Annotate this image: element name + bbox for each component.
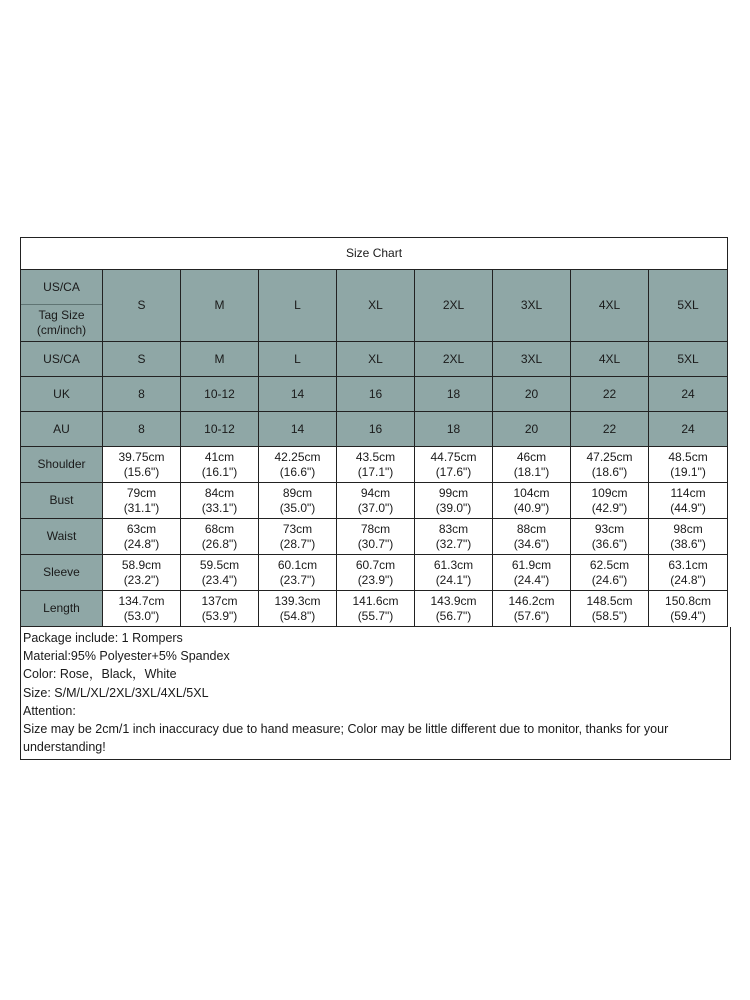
size-cell: 5XL [649, 270, 728, 342]
measurement-cell [415, 519, 493, 555]
conversion-cell: 4XL [571, 342, 649, 377]
conversion-cell: 2XL [415, 342, 493, 377]
measurement-cm: 139.3cm [274, 593, 321, 608]
conversion-cell: S [103, 342, 181, 377]
measurement-cm: 99cm [438, 485, 469, 500]
measurement-inch: (18.1") [513, 464, 550, 479]
measurement-inch: (17.1") [357, 464, 394, 479]
measurement-cm: 94cm [360, 485, 391, 500]
measurement-cell [103, 519, 181, 555]
measurement-cell [649, 591, 728, 627]
measurement-inch: (23.7") [279, 572, 316, 587]
chart-title: Size Chart [21, 238, 728, 270]
measurement-cm: 143.9cm [430, 593, 477, 608]
measurement-inch: (40.9") [513, 500, 550, 515]
measurement-inch: (15.6") [123, 464, 160, 479]
conversion-cell: XL [337, 342, 415, 377]
measurement-cell [493, 555, 571, 591]
measurement-inch: (32.7") [435, 536, 472, 551]
measurement-inch: (18.6") [591, 464, 628, 479]
conversion-cell: 18 [415, 412, 493, 447]
measurement-inch: (39.0") [435, 500, 472, 515]
measurement-row [21, 483, 728, 519]
measurement-cm: 39.75cm [118, 449, 165, 464]
measurement-inch: (16.6") [279, 464, 316, 479]
measurement-cm: 43.5cm [355, 449, 396, 464]
measurement-inch: (33.1") [201, 500, 238, 515]
measurement-cm: 109cm [591, 485, 628, 500]
measurement-inch: (54.8") [279, 608, 316, 623]
row-label: US/CA [21, 342, 103, 377]
row-label: AU [21, 412, 103, 447]
measurement-cm: 141.6cm [352, 593, 399, 608]
measurement-cell [181, 555, 259, 591]
conversion-cell: 5XL [649, 342, 728, 377]
measurement-cm: 47.25cm [586, 449, 633, 464]
measurement-cm: 93cm [594, 521, 625, 536]
measurement-inch: (55.7") [357, 608, 394, 623]
measurement-cell [259, 555, 337, 591]
measurement-cell [571, 591, 649, 627]
size-conversion-row [21, 342, 728, 377]
notes-block [20, 627, 731, 760]
row-label: Sleeve [21, 555, 103, 591]
conversion-cell: 24 [649, 412, 728, 447]
measurement-cm: 61.9cm [511, 557, 552, 572]
measurement-cm: 83cm [438, 521, 469, 536]
measurement-cell [571, 483, 649, 519]
conversion-cell: 22 [571, 412, 649, 447]
measurement-cm: 88cm [516, 521, 547, 536]
measurement-cm: 148.5cm [586, 593, 633, 608]
measurement-cell [103, 591, 181, 627]
measurement-cm: 134.7cm [118, 593, 165, 608]
measurement-cell [181, 483, 259, 519]
measurement-row [21, 447, 728, 483]
conversion-cell: 8 [103, 412, 181, 447]
measurement-cell [415, 591, 493, 627]
conversion-cell: 3XL [493, 342, 571, 377]
measurement-cell [337, 555, 415, 591]
measurement-cell [493, 591, 571, 627]
measurement-cell [493, 447, 571, 483]
measurement-cell [181, 519, 259, 555]
measurement-inch: (36.6") [591, 536, 628, 551]
note-material: Material:95% Polyester+5% Spandex [23, 649, 230, 664]
measurement-cell [493, 483, 571, 519]
measurement-inch: (24.4") [513, 572, 550, 587]
measurement-cell [103, 483, 181, 519]
size-cell: M [181, 270, 259, 342]
measurement-inch: (16.1") [201, 464, 238, 479]
measurement-cm: 63cm [126, 521, 157, 536]
size-chart-table [20, 237, 728, 627]
measurement-cell [337, 519, 415, 555]
measurement-cell [103, 447, 181, 483]
measurement-cell [103, 555, 181, 591]
measurement-inch: (34.6") [513, 536, 550, 551]
measurement-inch: (24.8") [123, 536, 160, 551]
measurement-cell [181, 447, 259, 483]
measurement-cell [649, 519, 728, 555]
measurement-inch: (24.1") [435, 572, 472, 587]
measurement-cm: 137cm [201, 593, 238, 608]
measurement-cell [337, 483, 415, 519]
measurement-cm: 68cm [204, 521, 235, 536]
measurement-cell [649, 555, 728, 591]
size-conversion-row [21, 412, 728, 447]
measurement-cell [415, 555, 493, 591]
measurement-inch: (37.0") [357, 500, 394, 515]
measurement-row [21, 555, 728, 591]
measurement-cell [649, 447, 728, 483]
measurement-inch: (19.1") [670, 464, 706, 479]
note-attention: Attention: [23, 703, 76, 718]
tag-header-line1: Tag Size [38, 308, 85, 322]
measurement-cm: 79cm [126, 485, 157, 500]
conversion-cell: 22 [571, 377, 649, 412]
measurement-cm: 84cm [204, 485, 235, 500]
size-conversion-row [21, 377, 728, 412]
row-label: Bust [21, 483, 103, 519]
measurement-inch: (42.9") [591, 500, 628, 515]
measurement-cm: 42.25cm [274, 449, 321, 464]
measurement-cm: 150.8cm [665, 593, 712, 608]
measurement-inch: (17.6") [435, 464, 472, 479]
conversion-cell: 20 [493, 412, 571, 447]
measurement-cm: 78cm [360, 521, 391, 536]
measurement-inch: (35.0") [279, 500, 316, 515]
size-cell: 2XL [415, 270, 493, 342]
measurement-cm: 114cm [670, 485, 706, 500]
measurement-cm: 89cm [282, 485, 313, 500]
conversion-cell: 16 [337, 377, 415, 412]
measurement-cm: 63.1cm [668, 557, 708, 572]
measurement-cm: 44.75cm [430, 449, 477, 464]
conversion-cell: 10-12 [181, 377, 259, 412]
measurement-cm: 73cm [282, 521, 313, 536]
measurement-inch: (30.7") [357, 536, 394, 551]
note-disclaimer: Size may be 2cm/1 inch inaccuracy due to hand measure; Color may be little different due to monitor, thanks for your understanding! [23, 722, 669, 755]
measurement-inch: (24.6") [591, 572, 628, 587]
measurement-cm: 60.7cm [355, 557, 396, 572]
note-package: Package include: 1 Rompers [23, 631, 183, 645]
row-label: Waist [21, 519, 103, 555]
conversion-cell: 8 [103, 377, 181, 412]
measurement-cell [337, 447, 415, 483]
measurement-cell [649, 483, 728, 519]
measurement-cell [571, 447, 649, 483]
row-label: UK [21, 377, 103, 412]
measurement-cm: 58.9cm [121, 557, 162, 572]
measurement-inch: (53.0") [123, 608, 160, 623]
measurement-inch: (57.6") [513, 608, 550, 623]
measurement-cell [259, 519, 337, 555]
tag-size-header [21, 270, 103, 342]
measurement-cm: 146.2cm [508, 593, 555, 608]
measurement-inch: (23.9") [357, 572, 394, 587]
size-cell: 4XL [571, 270, 649, 342]
measurement-cell [571, 555, 649, 591]
conversion-cell: 14 [259, 377, 337, 412]
measurement-inch: (31.1") [123, 500, 160, 515]
measurement-inch: (38.6") [670, 536, 706, 551]
measurement-inch: (23.4") [201, 572, 238, 587]
measurement-inch: (28.7") [279, 536, 316, 551]
size-cell: S [103, 270, 181, 342]
measurement-cm: 48.5cm [668, 449, 708, 464]
measurement-cm: 59.5cm [199, 557, 240, 572]
measurement-inch: (24.8") [670, 572, 706, 587]
conversion-cell: L [259, 342, 337, 377]
size-cell: L [259, 270, 337, 342]
size-cell: XL [337, 270, 415, 342]
measurement-inch: (26.8") [201, 536, 238, 551]
measurement-cm: 46cm [516, 449, 547, 464]
conversion-cell: 18 [415, 377, 493, 412]
measurement-cell [415, 483, 493, 519]
measurement-cm: 62.5cm [589, 557, 630, 572]
measurement-row [21, 519, 728, 555]
tag-header-top: US/CA [21, 270, 102, 305]
measurement-inch: (56.7") [435, 608, 472, 623]
conversion-cell: 24 [649, 377, 728, 412]
conversion-cell: 10-12 [181, 412, 259, 447]
size-chart [20, 237, 727, 760]
note-size: Size: S/M/L/XL/2XL/3XL/4XL/5XL [23, 685, 209, 700]
measurement-inch: (23.2") [123, 572, 160, 587]
measurement-cm: 41cm [204, 449, 235, 464]
measurement-cell [493, 519, 571, 555]
measurement-cell [259, 591, 337, 627]
measurement-inch: (53.9") [201, 608, 238, 623]
measurement-row [21, 591, 728, 627]
measurement-cell [259, 447, 337, 483]
measurement-cm: 104cm [513, 485, 550, 500]
measurement-cell [571, 519, 649, 555]
measurement-cell [415, 447, 493, 483]
tag-header-line2: (cm/inch) [36, 323, 87, 337]
conversion-cell: 14 [259, 412, 337, 447]
measurement-inch: (59.4") [670, 608, 706, 623]
measurement-inch: (44.9") [670, 500, 706, 515]
measurement-cell [181, 591, 259, 627]
measurement-cm: 61.3cm [433, 557, 474, 572]
measurement-cell [259, 483, 337, 519]
measurement-cell [337, 591, 415, 627]
conversion-cell: 16 [337, 412, 415, 447]
row-label: Length [21, 591, 103, 627]
measurement-cm: 60.1cm [277, 557, 318, 572]
note-color: Color: Rose，Black，White [23, 667, 177, 682]
measurement-inch: (58.5") [591, 608, 628, 623]
measurement-cm: 98cm [673, 521, 703, 536]
conversion-cell: 20 [493, 377, 571, 412]
size-cell: 3XL [493, 270, 571, 342]
tag-size-row [21, 270, 728, 342]
row-label: Shoulder [21, 447, 103, 483]
conversion-cell: M [181, 342, 259, 377]
